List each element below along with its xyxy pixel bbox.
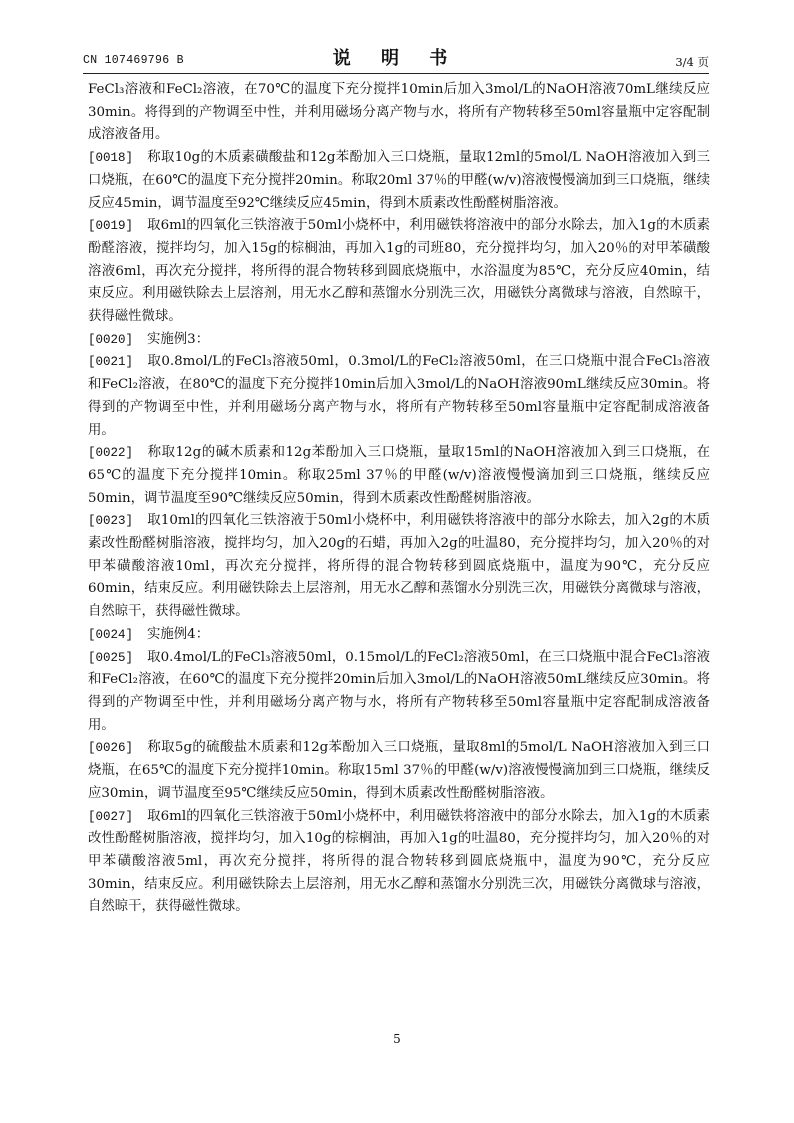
paragraph-tag: [0024] xyxy=(88,627,134,642)
page-info: 3/4 页 xyxy=(675,55,709,69)
paragraph-text: 取6ml的四氧化三铁溶液于50ml小烧杯中，利用磁铁将溶液中的部分水除去，加入1g的木质素改性酚醛树脂溶液，搅拌均匀，加入10g的棕榈油，再加入1g的吐温80，充分搅拌均匀，加入20％的对甲苯磺酸溶液5ml，再次充分搅拌，将所得的混合物转移到圆底烧瓶中，温度为90℃，充分反应30min，结束反应。利用磁铁除去上层溶剂，用无水乙醇和蒸馏水分别洗三次，用磁铁分离微球与溶液，自然晾干，获得磁性微球。 xyxy=(88,808,710,915)
paragraph-text: 称取5g的硫酸盐木质素和12g苯酚加入三口烧瓶，量取8ml的5mol/L NaOH溶液加入到三口烧瓶，在65℃的温度下充分搅拌10min。称取15ml 37％的甲醛(w/v)溶液慢慢滴加到三口烧瓶，继续反应30min，调节温度至95℃继续反应50min，得到木质素改性酚醛树脂溶液。 xyxy=(88,740,710,801)
patent-number: CN 107469796 B xyxy=(83,54,184,67)
paragraph-text: 取10ml的四氧化三铁溶液于50ml小烧杯中，利用磁铁将溶液中的部分水除去，加入2g的木质素改性酚醛树脂溶液，搅拌均匀，加入20g的石蜡，再加入2g的吐温80，充分搅拌均匀，加入20％的对甲苯磺酸溶液10ml，再次充分搅拌，将所得的混合物转移到圆底烧瓶中，温度为90℃，充分反应60min，结束反应。利用磁铁除去上层溶剂，用无水乙醇和蒸馏水分别洗三次，用磁铁分离微球与溶液，自然晾干，获得磁性微球。 xyxy=(88,513,710,620)
paragraph-tag: [0021] xyxy=(88,355,134,370)
document-body xyxy=(88,79,710,919)
paragraph-0024 xyxy=(88,624,710,647)
paragraph-tag: [0019] xyxy=(88,219,134,234)
paragraph-0026 xyxy=(88,737,710,805)
paragraph-tag: [0022] xyxy=(88,446,134,461)
paragraph-tag: [0020] xyxy=(88,332,134,347)
paragraph-continued xyxy=(88,79,710,147)
paragraph-text: 称取10g的木质素磺酸盐和12g苯酚加入三口烧瓶，量取12ml的5mol/L NaOH溶液加入到三口烧瓶，在60℃的温度下充分搅拌20min。称取20ml 37％的甲醛(w/v)溶液慢慢滴加到三口烧瓶，继续反应45min，调节温度至92℃继续反应45min，得到木质素改性酚醛树脂溶液。 xyxy=(88,150,710,211)
paragraph-text: FeCl₃溶液和FeCl₂溶液，在70℃的温度下充分搅拌10min后加入3mol/L的NaOH溶液70mL继续反应30min。将得到的产物调至中性，并利用磁场分离产物与水，将所有产物转移至50ml容量瓶中定容配制成溶液备用。 xyxy=(88,82,710,143)
paragraph-0021 xyxy=(88,351,710,442)
paragraph-tag: [0027] xyxy=(88,809,134,824)
page-header xyxy=(83,44,709,72)
paragraph-0018 xyxy=(88,147,710,215)
paragraph-0027 xyxy=(88,806,710,920)
paragraph-text: 取0.8mol/L的FeCl₃溶液50ml，0.3mol/L的FeCl₂溶液50ml，在三口烧瓶中混合FeCl₃溶液和FeCl₂溶液，在80℃的温度下充分搅拌10min后加入3mol/L的NaOH溶液90mL继续反应30min。将得到的产物调至中性，并利用磁场分离产物与水，将所有产物转移至50ml容量瓶中定容配制成溶液备用。 xyxy=(88,354,710,438)
paragraph-text: 取0.4mol/L的FeCl₃溶液50ml，0.15mol/L的FeCl₂溶液50ml，在三口烧瓶中混合FeCl₃溶液和FeCl₂溶液，在60℃的温度下充分搅拌20min后加入3mol/L的NaOH溶液50mL继续反应30min。将得到的产物调至中性，并利用磁场分离产物与水，将所有产物转移至50ml容量瓶中定容配制成溶液备用。 xyxy=(88,649,710,733)
paragraph-tag: [0023] xyxy=(88,514,134,529)
paragraph-0022 xyxy=(88,442,710,510)
document-title: 说 明 书 xyxy=(332,48,460,69)
paragraph-0023 xyxy=(88,510,710,624)
section-heading: 实施例3： xyxy=(147,331,210,347)
paragraph-tag: [0018] xyxy=(88,151,134,166)
paragraph-text: 取6ml的四氧化三铁溶液于50ml小烧杯中，利用磁铁将溶液中的部分水除去，加入1g的木质素酚醛溶液，搅拌均匀，加入15g的棕榈油，再加入1g的司班80，充分搅拌均匀，加入20％的对甲苯磺酸溶液6ml，再次充分搅拌，将所得的混合物转移到圆底烧瓶中，水浴温度为85℃，充分反应40min，结束反应。利用磁铁除去上层溶剂，用无水乙醇和蒸馏水分别洗三次，用磁铁分离微球与溶液，自然晾干，获得磁性微球。 xyxy=(88,218,710,325)
paragraph-0020 xyxy=(88,329,710,352)
section-heading: 实施例4： xyxy=(147,626,210,642)
paragraph-0025 xyxy=(88,647,710,738)
paragraph-tag: [0025] xyxy=(88,650,134,665)
paragraph-0019 xyxy=(88,215,710,329)
paragraph-tag: [0026] xyxy=(88,741,134,756)
header-rule xyxy=(83,73,709,74)
paragraph-text: 称取12g的碱木质素和12g苯酚加入三口烧瓶，量取15ml的NaOH溶液加入到三口烧瓶，在65℃的温度下充分搅拌10min。称取25ml 37％的甲醛(w/v)溶液慢慢滴加到三口烧瓶，继续反应50min，调节温度至90℃继续反应50min，得到木质素改性酚醛树脂溶液。 xyxy=(88,445,710,506)
page-number: 5 xyxy=(393,1032,401,1046)
